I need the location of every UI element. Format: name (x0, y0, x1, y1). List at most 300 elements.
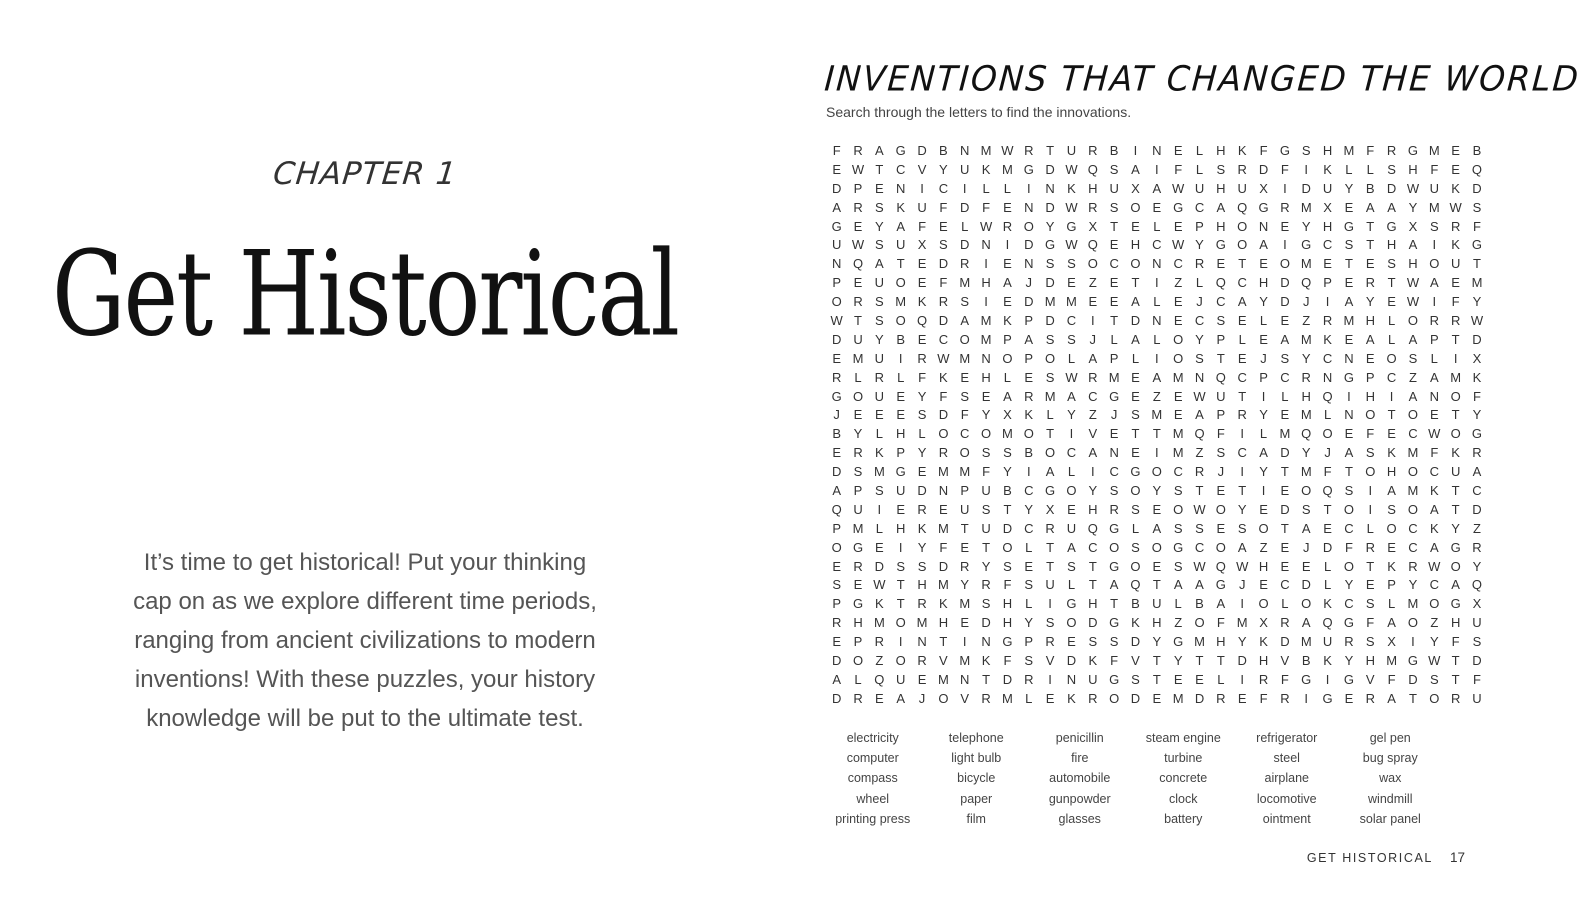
grid-letter[interactable]: S (1472, 634, 1482, 650)
grid-letter[interactable]: W (979, 218, 993, 234)
grid-letter[interactable]: I (1432, 294, 1437, 310)
grid-letter[interactable]: E (896, 388, 906, 404)
grid-letter[interactable]: H (1130, 237, 1141, 253)
grid-letter[interactable]: A (1408, 331, 1418, 347)
grid-letter[interactable]: L (1195, 275, 1204, 291)
grid-letter[interactable]: K (1472, 369, 1482, 385)
grid-letter[interactable]: M (1108, 369, 1120, 385)
grid-letter[interactable]: I (1026, 180, 1031, 196)
grid-letter[interactable]: E (1344, 426, 1354, 442)
grid-letter[interactable]: E (1387, 426, 1396, 442)
grid-letter[interactable]: L (1259, 313, 1268, 329)
grid-letter[interactable]: A (1387, 615, 1396, 631)
grid-letter[interactable]: R (1365, 539, 1375, 555)
grid-letter[interactable]: I (1325, 294, 1330, 310)
grid-letter[interactable]: Q (1237, 199, 1248, 215)
grid-letter[interactable]: V (1131, 653, 1140, 669)
grid-letter[interactable]: I (1432, 237, 1437, 253)
grid-letter[interactable]: S (960, 294, 970, 310)
grid-letter[interactable]: M (1279, 426, 1291, 442)
grid-letter[interactable]: C (1194, 313, 1205, 329)
grid-letter[interactable]: F (939, 539, 948, 555)
grid-letter[interactable]: O (1407, 313, 1419, 329)
grid-letter[interactable]: C (1109, 256, 1119, 272)
grid-letter[interactable]: I (1304, 690, 1309, 706)
grid-letter[interactable]: I (1026, 464, 1031, 480)
grid-letter[interactable]: M (937, 464, 949, 480)
grid-letter[interactable]: S (1131, 407, 1140, 423)
grid-letter[interactable]: M (895, 294, 907, 310)
grid-letter[interactable]: L (982, 180, 990, 196)
grid-letter[interactable]: A (1408, 388, 1418, 404)
grid-letter[interactable]: I (1261, 483, 1266, 499)
grid-letter[interactable]: M (959, 464, 971, 480)
grid-letter[interactable]: N (917, 634, 927, 650)
grid-letter[interactable]: K (917, 520, 927, 536)
grid-letter[interactable]: A (875, 143, 884, 158)
grid-letter[interactable]: Q (852, 256, 864, 272)
grid-letter[interactable]: Y (1024, 501, 1034, 517)
grid-letter[interactable]: E (1280, 407, 1290, 423)
grid-letter[interactable]: N (1344, 407, 1354, 423)
grid-letter[interactable]: D (1280, 445, 1290, 461)
grid-letter[interactable]: F (1323, 464, 1332, 480)
grid-letter[interactable]: I (1155, 161, 1159, 177)
grid-letter[interactable]: P (1109, 350, 1119, 366)
grid-letter[interactable]: O (895, 653, 906, 669)
grid-letter[interactable]: R (1216, 690, 1226, 706)
grid-letter[interactable]: H (1322, 143, 1333, 158)
grid-letter[interactable]: N (831, 256, 842, 272)
grid-letter[interactable]: Y (875, 218, 884, 234)
grid-letter[interactable]: I (1240, 426, 1245, 442)
grid-letter[interactable]: B (1024, 445, 1034, 461)
grid-letter[interactable]: L (1025, 539, 1033, 555)
grid-letter[interactable]: T (1216, 350, 1225, 366)
grid-letter[interactable]: G (1301, 671, 1312, 687)
grid-letter[interactable]: A (1024, 331, 1034, 347)
grid-letter[interactable]: C (1152, 237, 1162, 253)
grid-letter[interactable]: G (1450, 596, 1461, 612)
grid-letter[interactable]: I (1090, 464, 1095, 480)
grid-letter[interactable]: A (832, 199, 841, 215)
grid-letter[interactable]: X (1472, 596, 1482, 612)
grid-letter[interactable]: G (1066, 218, 1077, 234)
grid-letter[interactable]: D (1130, 690, 1141, 706)
grid-letter[interactable]: C (938, 331, 949, 347)
grid-letter[interactable]: N (1152, 143, 1162, 158)
grid-letter[interactable]: E (832, 445, 841, 461)
grid-letter[interactable]: R (938, 294, 949, 310)
grid-letter[interactable]: Q (874, 671, 885, 687)
grid-letter[interactable]: R (1237, 161, 1247, 177)
grid-letter[interactable]: S (1301, 501, 1311, 517)
grid-letter[interactable]: X (1259, 180, 1268, 196)
grid-letter[interactable]: O (1066, 615, 1077, 631)
grid-letter[interactable]: W (1406, 275, 1420, 291)
grid-letter[interactable]: S (981, 445, 991, 461)
grid-letter[interactable]: H (853, 615, 863, 631)
grid-letter[interactable]: C (1088, 539, 1098, 555)
grid-letter[interactable]: H (1088, 596, 1098, 612)
grid-letter[interactable]: F (832, 143, 841, 158)
grid-letter[interactable]: T (1152, 426, 1161, 442)
grid-letter[interactable]: J (1302, 294, 1310, 310)
grid-letter[interactable]: O (831, 294, 842, 310)
grid-letter[interactable]: C (1216, 294, 1226, 310)
grid-letter[interactable]: U (1066, 520, 1077, 536)
grid-letter[interactable]: O (938, 690, 949, 706)
grid-letter[interactable]: H (938, 615, 949, 631)
grid-letter[interactable]: E (1131, 388, 1140, 404)
grid-letter[interactable]: T (1046, 143, 1055, 158)
grid-letter[interactable]: I (1368, 501, 1373, 517)
grid-letter[interactable]: C (1173, 464, 1183, 480)
grid-letter[interactable]: T (960, 520, 969, 536)
grid-letter[interactable]: Y (1451, 520, 1460, 536)
grid-letter[interactable]: Z (1174, 615, 1183, 631)
grid-letter[interactable]: G (1301, 237, 1312, 253)
grid-letter[interactable]: L (1238, 331, 1246, 347)
grid-letter[interactable]: R (1002, 218, 1013, 234)
grid-letter[interactable]: Z (1259, 539, 1268, 555)
grid-letter[interactable]: X (1131, 180, 1140, 196)
grid-letter[interactable]: O (1066, 483, 1077, 499)
grid-letter[interactable]: M (1300, 199, 1312, 215)
grid-letter[interactable]: U (853, 501, 863, 517)
grid-letter[interactable]: S (917, 558, 927, 574)
grid-letter[interactable]: E (853, 218, 863, 234)
grid-letter[interactable]: E (1387, 294, 1396, 310)
grid-letter[interactable]: E (832, 161, 841, 177)
grid-letter[interactable]: G (1343, 218, 1354, 234)
grid-letter[interactable]: J (1089, 331, 1097, 347)
grid-letter[interactable]: A (896, 690, 906, 706)
grid-letter[interactable]: T (896, 577, 905, 593)
grid-letter[interactable]: T (854, 313, 862, 329)
grid-letter[interactable]: F (1473, 671, 1481, 687)
grid-letter[interactable]: I (1133, 143, 1138, 158)
grid-letter[interactable]: F (1451, 634, 1460, 650)
grid-letter[interactable]: S (1003, 445, 1012, 461)
grid-letter[interactable]: S (1365, 445, 1375, 461)
grid-letter[interactable]: E (1344, 331, 1354, 347)
grid-letter[interactable]: O (1365, 407, 1376, 423)
grid-letter[interactable]: F (1259, 143, 1268, 158)
grid-letter[interactable]: R (917, 596, 927, 612)
grid-letter[interactable]: H (1386, 464, 1397, 480)
grid-letter[interactable]: T (1046, 558, 1055, 574)
grid-letter[interactable]: X (1045, 501, 1055, 517)
grid-letter[interactable]: F (1259, 690, 1268, 706)
grid-letter[interactable]: W (1193, 388, 1206, 404)
grid-letter[interactable]: D (1237, 653, 1247, 669)
grid-letter[interactable]: E (853, 275, 863, 291)
grid-letter[interactable]: R (981, 577, 991, 593)
grid-letter[interactable]: H (1258, 275, 1269, 291)
grid-letter[interactable]: C (1194, 199, 1205, 215)
grid-letter[interactable]: D (938, 558, 949, 574)
grid-letter[interactable]: W (1172, 237, 1185, 253)
grid-letter[interactable]: S (1131, 501, 1140, 517)
grid-letter[interactable]: M (873, 464, 885, 480)
grid-letter[interactable]: J (1324, 445, 1331, 461)
grid-letter[interactable]: K (1067, 690, 1076, 706)
grid-letter[interactable]: O (1301, 483, 1312, 499)
grid-letter[interactable]: B (1131, 596, 1140, 612)
grid-letter[interactable]: O (1450, 426, 1461, 442)
grid-letter[interactable]: U (874, 388, 885, 404)
grid-letter[interactable]: R (1429, 313, 1439, 329)
grid-letter[interactable]: K (1237, 143, 1247, 158)
grid-letter[interactable]: S (1003, 558, 1012, 574)
grid-letter[interactable]: W (1065, 237, 1078, 253)
grid-letter[interactable]: H (1365, 653, 1375, 669)
grid-letter[interactable]: X (1323, 199, 1332, 215)
grid-letter[interactable]: E (1280, 483, 1290, 499)
grid-letter[interactable]: W (1449, 199, 1462, 215)
grid-letter[interactable]: C (1066, 445, 1077, 461)
grid-letter[interactable]: L (1323, 558, 1332, 574)
grid-letter[interactable]: E (1173, 388, 1183, 404)
grid-letter[interactable]: U (1088, 671, 1098, 687)
grid-letter[interactable]: E (1173, 407, 1183, 423)
grid-letter[interactable]: D (1301, 577, 1311, 593)
grid-letter[interactable]: O (852, 653, 864, 669)
grid-letter[interactable]: I (1005, 237, 1010, 253)
grid-letter[interactable]: W (1065, 161, 1078, 177)
grid-letter[interactable]: E (1152, 690, 1162, 706)
grid-letter[interactable]: E (1216, 520, 1226, 536)
grid-letter[interactable]: Y (1408, 577, 1418, 593)
grid-letter[interactable]: Y (1024, 615, 1034, 631)
grid-letter[interactable]: M (959, 653, 971, 669)
grid-letter[interactable]: E (1365, 256, 1375, 272)
grid-letter[interactable]: O (1151, 464, 1162, 480)
grid-letter[interactable]: B (1365, 180, 1375, 196)
grid-letter[interactable]: S (1365, 596, 1375, 612)
grid-letter[interactable]: S (1045, 615, 1055, 631)
grid-letter[interactable]: J (1260, 350, 1267, 366)
grid-letter[interactable]: L (1067, 350, 1076, 366)
grid-letter[interactable]: K (896, 199, 906, 215)
grid-letter[interactable]: T (1238, 256, 1247, 272)
grid-letter[interactable]: T (875, 161, 884, 177)
grid-letter[interactable]: L (1003, 180, 1012, 196)
grid-letter[interactable]: K (1429, 520, 1439, 536)
grid-letter[interactable]: D (938, 313, 949, 329)
grid-letter[interactable]: C (896, 161, 906, 177)
grid-letter[interactable]: Y (1259, 294, 1268, 310)
grid-letter[interactable]: M (1428, 199, 1440, 215)
grid-letter[interactable]: M (1236, 615, 1248, 631)
grid-letter[interactable]: H (1365, 313, 1375, 329)
grid-letter[interactable]: O (1130, 199, 1141, 215)
grid-letter[interactable]: A (1429, 275, 1439, 291)
grid-letter[interactable]: S (1344, 483, 1354, 499)
grid-letter[interactable]: H (1216, 180, 1226, 196)
grid-letter[interactable]: D (1024, 237, 1034, 253)
grid-letter[interactable]: S (832, 577, 841, 593)
grid-letter[interactable]: A (1344, 294, 1354, 310)
grid-letter[interactable]: S (1024, 577, 1034, 593)
grid-letter[interactable]: M (959, 596, 971, 612)
grid-letter[interactable]: W (1065, 199, 1078, 215)
grid-letter[interactable]: G (1109, 558, 1120, 574)
grid-letter[interactable]: Y (1408, 199, 1418, 215)
grid-letter[interactable]: R (1322, 313, 1333, 329)
grid-letter[interactable]: G (831, 388, 842, 404)
grid-letter[interactable]: E (1088, 294, 1098, 310)
grid-letter[interactable]: A (1003, 388, 1012, 404)
grid-letter[interactable]: M (937, 520, 949, 536)
grid-letter[interactable]: O (1194, 615, 1205, 631)
grid-letter[interactable]: J (1025, 275, 1033, 291)
grid-letter[interactable]: Z (875, 653, 884, 669)
grid-letter[interactable]: E (1259, 577, 1268, 593)
grid-letter[interactable]: O (1258, 596, 1269, 612)
grid-letter[interactable]: A (960, 313, 970, 329)
grid-letter[interactable]: T (1152, 653, 1161, 669)
grid-letter[interactable]: L (1323, 407, 1332, 423)
grid-letter[interactable]: C (1429, 577, 1439, 593)
grid-letter[interactable]: E (1237, 350, 1247, 366)
grid-letter[interactable]: O (1002, 350, 1013, 366)
grid-letter[interactable]: D (1088, 615, 1098, 631)
grid-letter[interactable]: O (1045, 350, 1056, 366)
grid-letter[interactable]: H (1408, 256, 1418, 272)
grid-letter[interactable]: A (1216, 596, 1226, 612)
grid-letter[interactable]: M (1407, 445, 1419, 461)
grid-letter[interactable]: M (1044, 294, 1056, 310)
grid-letter[interactable]: E (960, 539, 970, 555)
grid-letter[interactable]: M (1343, 143, 1355, 158)
grid-letter[interactable]: S (1024, 653, 1034, 669)
grid-letter[interactable]: Q (1087, 520, 1098, 536)
grid-letter[interactable]: B (1003, 483, 1012, 499)
grid-letter[interactable]: P (1216, 407, 1226, 423)
grid-letter[interactable]: S (981, 501, 991, 517)
grid-letter[interactable]: L (1430, 350, 1438, 366)
grid-letter[interactable]: K (939, 596, 948, 612)
grid-letter[interactable]: F (1473, 218, 1481, 234)
grid-letter[interactable]: K (1387, 445, 1396, 461)
grid-letter[interactable]: S (960, 388, 970, 404)
grid-letter[interactable]: Q (1215, 369, 1226, 385)
grid-letter[interactable]: G (1215, 577, 1226, 593)
grid-letter[interactable]: F (1366, 426, 1375, 442)
grid-letter[interactable]: C (1386, 369, 1397, 385)
grid-letter[interactable]: K (1024, 407, 1034, 423)
grid-letter[interactable]: R (831, 615, 842, 631)
grid-letter[interactable]: I (1240, 596, 1245, 612)
grid-letter[interactable]: C (1280, 577, 1290, 593)
grid-letter[interactable]: A (1109, 577, 1119, 593)
grid-letter[interactable]: O (831, 539, 842, 555)
grid-letter[interactable]: T (939, 634, 948, 650)
grid-letter[interactable]: D (1386, 180, 1397, 196)
grid-letter[interactable]: K (917, 294, 927, 310)
grid-letter[interactable]: M (916, 615, 928, 631)
grid-letter[interactable]: Q (1322, 615, 1333, 631)
grid-letter[interactable]: O (1343, 501, 1354, 517)
grid-letter[interactable]: T (896, 256, 905, 272)
grid-letter[interactable]: Y (1259, 464, 1268, 480)
grid-letter[interactable]: Y (960, 577, 970, 593)
grid-letter[interactable]: V (939, 653, 948, 669)
grid-letter[interactable]: E (1280, 558, 1290, 574)
grid-letter[interactable]: H (1258, 558, 1269, 574)
grid-letter[interactable]: H (1322, 218, 1333, 234)
grid-letter[interactable]: T (1046, 426, 1055, 442)
grid-letter[interactable]: W (830, 313, 843, 329)
grid-letter[interactable]: D (831, 180, 842, 196)
grid-letter[interactable]: E (1344, 690, 1354, 706)
grid-letter[interactable]: E (1045, 690, 1055, 706)
grid-letter[interactable]: I (1155, 350, 1159, 366)
grid-letter[interactable]: O (959, 445, 970, 461)
grid-letter[interactable]: O (1002, 539, 1013, 555)
grid-letter[interactable]: N (1109, 445, 1119, 461)
grid-letter[interactable]: U (874, 350, 885, 366)
grid-letter[interactable]: S (1387, 501, 1396, 517)
grid-letter[interactable]: W (1406, 294, 1420, 310)
grid-letter[interactable]: E (1131, 218, 1140, 234)
grid-letter[interactable]: S (1173, 558, 1183, 574)
grid-letter[interactable]: L (1387, 313, 1396, 329)
grid-letter[interactable]: U (960, 161, 970, 177)
grid-letter[interactable]: S (1067, 256, 1076, 272)
grid-letter[interactable]: C (1024, 483, 1034, 499)
grid-letter[interactable]: F (1003, 653, 1012, 669)
grid-letter[interactable]: G (1109, 520, 1120, 536)
grid-letter[interactable]: D (960, 237, 970, 253)
grid-letter[interactable]: K (1003, 313, 1012, 329)
grid-letter[interactable]: G (1450, 539, 1461, 555)
grid-letter[interactable]: D (831, 653, 842, 669)
grid-letter[interactable]: D (1194, 690, 1205, 706)
grid-letter[interactable]: Y (1173, 653, 1183, 669)
grid-letter[interactable]: Y (1237, 501, 1247, 517)
grid-letter[interactable]: A (1131, 331, 1140, 347)
grid-letter[interactable]: F (918, 218, 927, 234)
grid-letter[interactable]: O (1429, 690, 1440, 706)
grid-letter[interactable]: E (853, 407, 863, 423)
grid-letter[interactable]: T (1152, 671, 1161, 687)
grid-letter[interactable]: H (896, 426, 906, 442)
grid-letter[interactable]: D (831, 690, 842, 706)
grid-letter[interactable]: F (1216, 426, 1225, 442)
grid-letter[interactable]: E (1067, 275, 1076, 291)
grid-letter[interactable]: N (1045, 180, 1055, 196)
grid-letter[interactable]: R (917, 501, 927, 517)
grid-letter[interactable]: E (1173, 218, 1183, 234)
grid-letter[interactable]: R (1408, 558, 1418, 574)
grid-letter[interactable]: G (1045, 483, 1056, 499)
grid-letter[interactable]: Z (1473, 520, 1481, 536)
grid-letter[interactable]: Q (1087, 237, 1098, 253)
grid-letter[interactable]: R (1450, 218, 1461, 234)
grid-letter[interactable]: E (1003, 256, 1012, 272)
grid-letter[interactable]: L (961, 218, 969, 234)
grid-letter[interactable]: T (1451, 483, 1460, 499)
grid-letter[interactable]: W (851, 161, 865, 177)
grid-letter[interactable]: H (1216, 218, 1226, 234)
grid-letter[interactable]: Z (1152, 388, 1161, 404)
grid-letter[interactable]: D (1322, 539, 1333, 555)
grid-letter[interactable]: O (1215, 539, 1226, 555)
grid-letter[interactable]: U (917, 199, 927, 215)
